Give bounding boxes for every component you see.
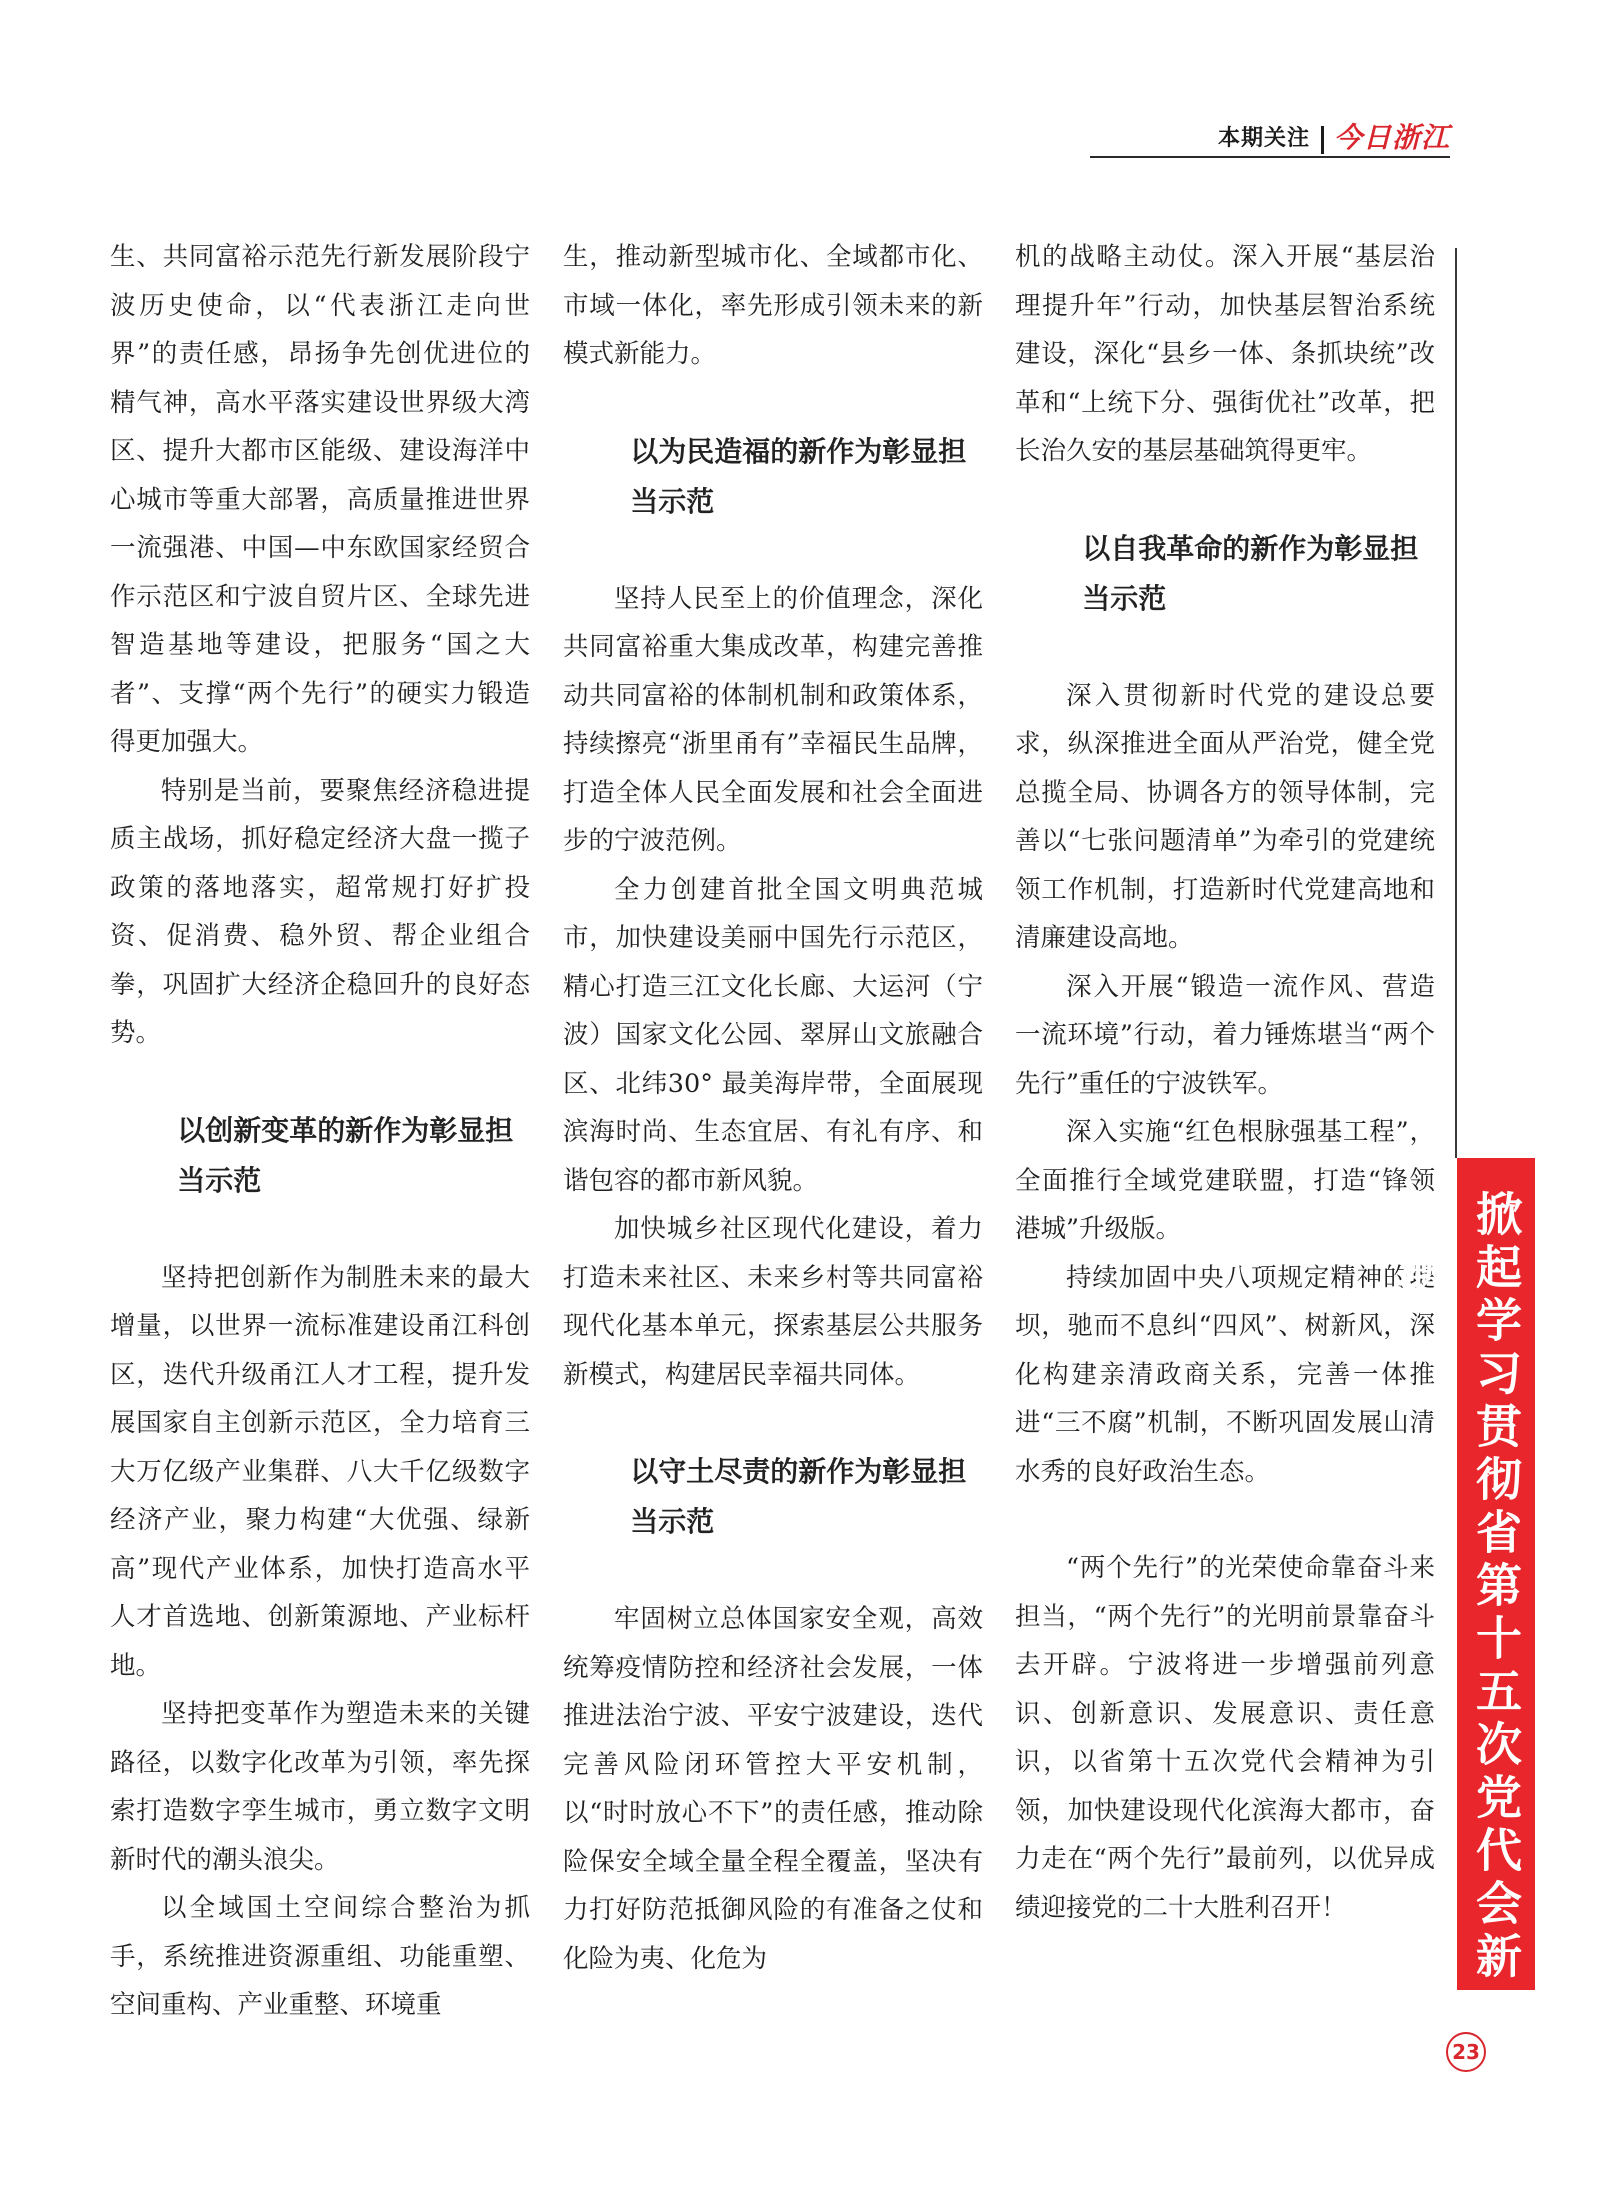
paragraph: 全力创建首批全国文明典范城市，加快建设美丽中国先行示范区，精心打造三江文化长廊、大运河（宁波）国家文化公园、翠屏山文旅融合区、北纬30° 最美海岸带，全面展现滨海时尚、生态宜居、有礼有序、和谐包容的都市新风貌。 bbox=[563, 874, 983, 1196]
paragraph: 坚持把变革作为塑造未来的关键路径，以数字化改革为引领，率先探索打造数字孪生城市，勇立数字文明新时代的潮头浪尖。 bbox=[110, 1699, 530, 1875]
header-divider bbox=[1321, 126, 1324, 154]
page-number: 23 bbox=[1446, 2032, 1486, 2072]
paragraph: 生，推动新型城市化、全域都市化、市域一体化，率先形成引领未来的新模式新能力。 bbox=[563, 242, 983, 369]
paragraph: 深入开展“锻造一流作风、营造一流环境”行动，着力锤炼堪当“两个先行”重任的宁波铁军。 bbox=[1015, 971, 1435, 1099]
closing-paragraph: “两个先行”的光荣使命靠奋斗来担当，“两个先行”的光明前景靠奋斗去开辟。宁波将进一步增强前列意识、创新意识、发展意识、责任意识，以省第十五次党代会精神为引领，加快建设现代化滨海大都市，奋力走在“两个先行”最前列，以优异成绩迎接党的二十大胜利召开！ bbox=[1015, 1553, 1435, 1923]
side-banner bbox=[1391, 1158, 1535, 1990]
paragraph: 特别是当前，要聚焦经济稳进提质主战场，抓好稳定经济大盘一揽子政策的落地落实，超常规打好扩投资、促消费、稳外贸、帮企业组合拳，巩固扩大经济企稳回升的良好态势。 bbox=[110, 775, 530, 1048]
section-heading: 以为民造福的新作为彰显担当示范 bbox=[630, 434, 967, 518]
article-column-1 bbox=[110, 233, 530, 2063]
page-header bbox=[1090, 118, 1450, 158]
magazine-logo: 今日浙江 bbox=[1333, 121, 1450, 154]
paragraph: 持续加固中央八项规定精神的堤坝，驰而不息纠“四风”、树新风，深化构建亲清政商关系，完善一体推进“三不腐”机制，不断巩固发展山清水秀的良好政治生态。 bbox=[1015, 1262, 1435, 1487]
section-heading: 以创新变革的新作为彰显担当示范 bbox=[177, 1113, 514, 1197]
paragraph: 牢固树立总体国家安全观，高效统筹疫情防控和经济社会发展，一体推进法治宁波、平安宁波建设，迭代完善风险闭环管控大平安机制，以“时时放心不下”的责任感，推动除险保安全域全量全程全覆盖，坚决有力打好防范抵御风险的有准备之仗和化险为夷、化危为 bbox=[563, 1604, 983, 1974]
section-label: 本期关注 bbox=[1217, 126, 1310, 151]
article-column-2 bbox=[563, 233, 983, 2063]
paragraph: 加快城乡社区现代化建设，着力打造未来社区、未来乡村等共同富裕现代化基本单元，探索基层公共服务新模式，构建居民幸福共同体。 bbox=[563, 1214, 983, 1390]
header-rule bbox=[1090, 156, 1450, 158]
side-banner-title: 掀起学习贯彻省第十五次党代会新热潮 bbox=[1391, 1190, 1523, 1985]
paragraph: 以全域国土空间综合整治为抓手，系统推进资源重组、功能重塑、空间重构、产业重整、环境重 bbox=[110, 1893, 530, 2020]
paragraph: 深入实施“红色根脉强基工程”，全面推行全域党建联盟，打造“锋领港城”升级版。 bbox=[1015, 1117, 1435, 1244]
paragraph: 深入贯彻新时代党的建设总要求，纵深推进全面从严治党，健全党总揽全局、协调各方的领导体制，完善以“七张问题清单”为牵引的党建统领工作机制，打造新时代党建高地和清廉建设高地。 bbox=[1015, 680, 1435, 953]
paragraph: 机的战略主动仗。深入开展“基层治理提升年”行动，加快基层智治系统建设，深化“县乡一体、条抓块统”改革和“上统下分、强街优社”改革，把长治久安的基层基础筑得更牢。 bbox=[1015, 242, 1435, 466]
paragraph: 生、共同富裕示范先行新发展阶段宁波历史使命，以“代表浙江走向世界”的责任感，昂扬争先创优进位的精气神，高水平落实建设世界级大湾区、提升大都市区能级、建设海洋中心城市等重大部署，高质量推进世界一流强港、中国—中东欧国家经贸合作示范区和宁波自贸片区、全球先进智造基地等建设，把服务“国之大者”、支撑“两个先行”的硬实力锻造得更加强大。 bbox=[110, 242, 530, 757]
section-heading: 以守土尽责的新作为彰显担当示范 bbox=[630, 1455, 967, 1538]
side-rule bbox=[1455, 248, 1457, 1158]
section-heading: 以自我革命的新作为彰显担当示范 bbox=[1082, 531, 1419, 615]
article-column-3 bbox=[1015, 233, 1435, 2063]
paragraph: 坚持把创新作为制胜未来的最大增量，以世界一流标准建设甬江科创区，迭代升级甬江人才工程，提升发展国家自主创新示范区，全力培育三大万亿级产业集群、八大千亿级数字经济产业，聚力构建“大优强、绿新高”现代产业体系，加快打造高水平人才首选地、创新策源地、产业标杆地。 bbox=[110, 1262, 530, 1681]
paragraph: 坚持人民至上的价值理念，深化共同富裕重大集成改革，构建完善推动共同富裕的体制机制和政策体系，持续擦亮“浙里甬有”幸福民生品牌，打造全体人民全面发展和社会全面进步的宁波范例。 bbox=[563, 583, 983, 856]
